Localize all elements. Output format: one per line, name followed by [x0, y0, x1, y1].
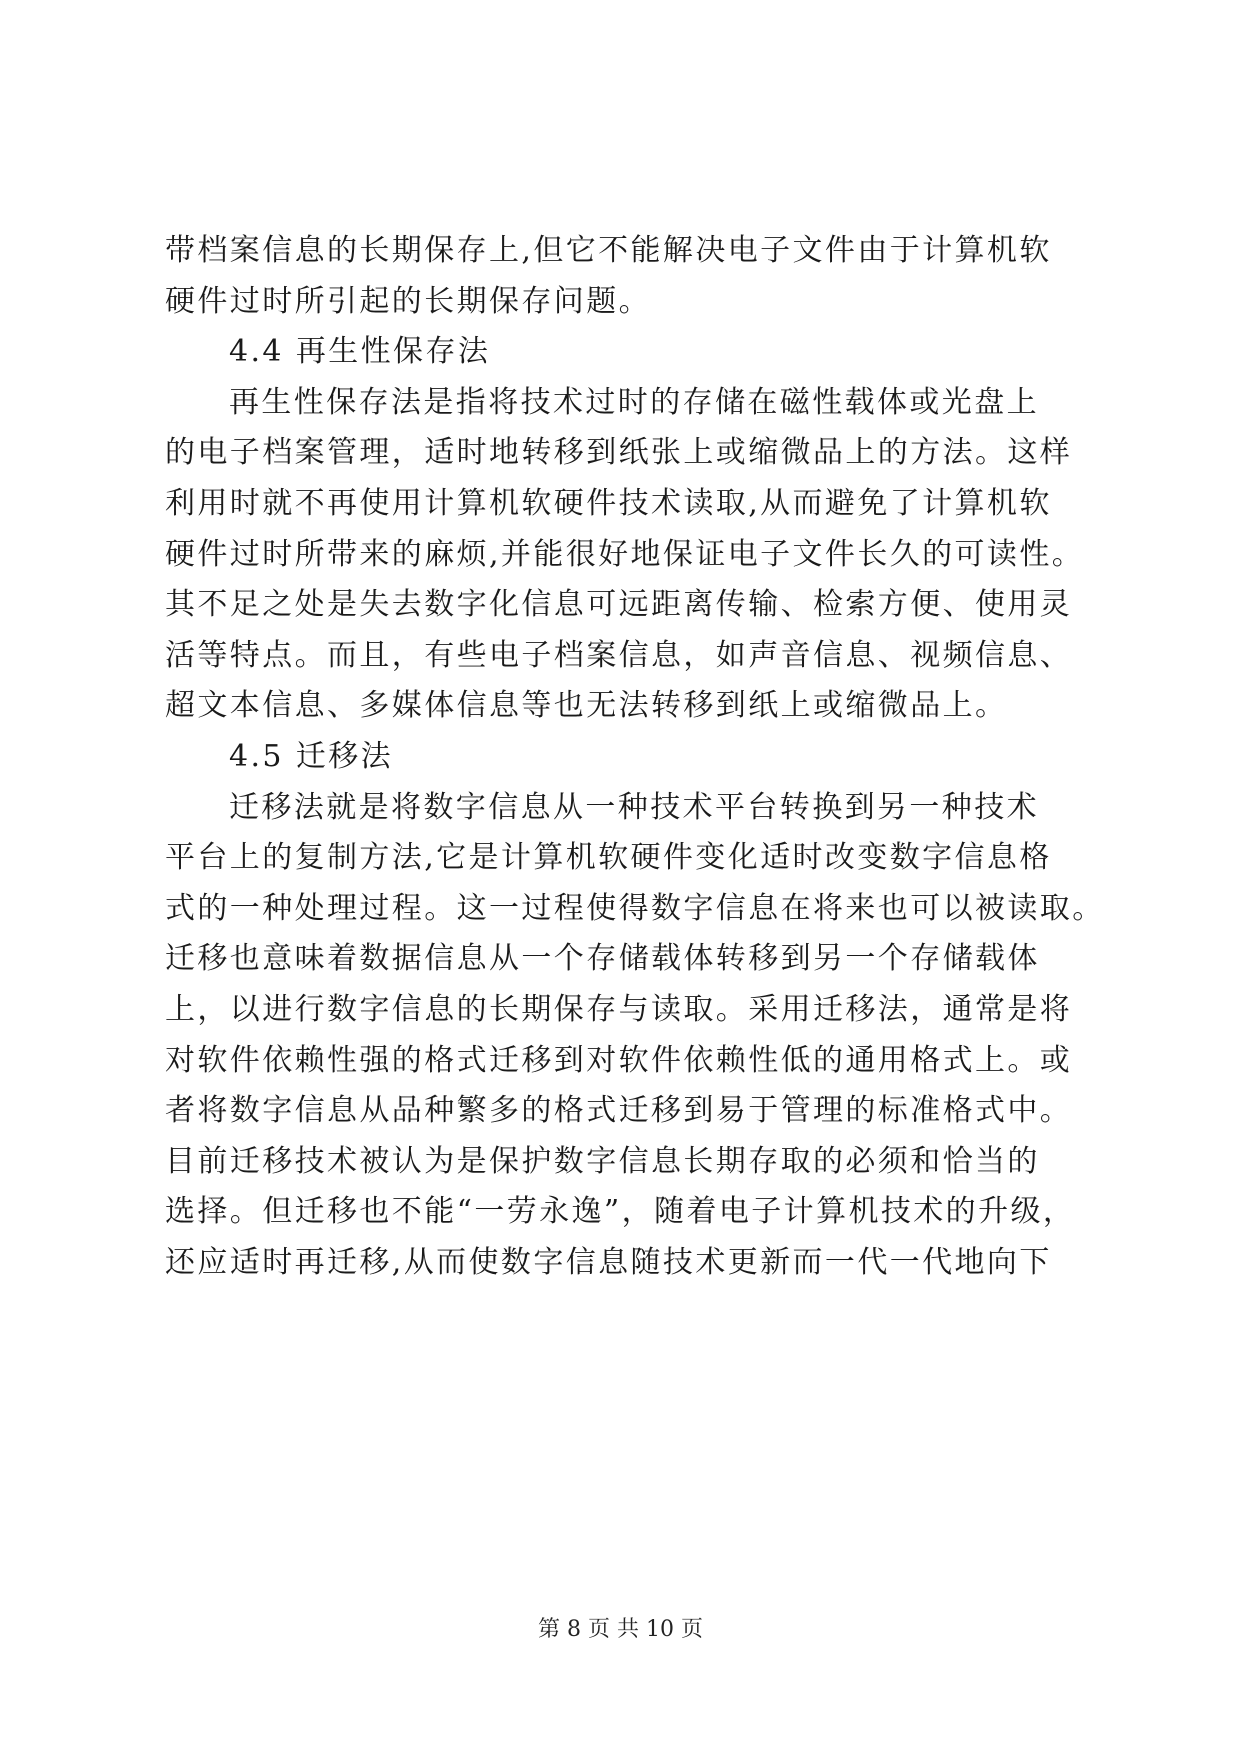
section-heading: 4.5 迁移法 — [229, 738, 394, 774]
text-line: 的电子档案管理，适时地转移到纸张上或缩微品上的方法。这样 — [165, 435, 1073, 471]
text-line: 者将数字信息从品种繁多的格式迁移到易于管理的标准格式中。 — [165, 1093, 1073, 1129]
paragraph-start: 迁移法就是将数字信息从一种技术平台转换到另一种技术 — [229, 789, 1039, 825]
text-line: 平台上的复制方法,它是计算机软硬件变化适时改变数字信息格 — [165, 840, 1052, 876]
page-number: 第 8 页 共 10 页 — [538, 1617, 703, 1642]
text-line: 硬件过时所引起的长期保存问题。 — [165, 283, 651, 319]
text-line: 带档案信息的长期保存上,但它不能解决电子文件由于计算机软 — [165, 233, 1052, 268]
text-line: 超文本信息、多媒体信息等也无法转移到纸上或缩微品上。 — [165, 688, 1008, 724]
text-line: 硬件过时所带来的麻烦,并能很好地保证电子文件长久的可读性。 — [165, 536, 1085, 572]
paragraph-start: 再生性保存法是指将技术过时的存储在磁性载体或光盘上 — [229, 384, 1039, 420]
text-line: 活等特点。而且，有些电子档案信息，如声音信息、视频信息、 — [165, 637, 1073, 673]
text-line: 目前迁移技术被认为是保护数字信息长期存取的必须和恰当的 — [165, 1143, 1040, 1179]
text-line: 其不足之处是失去数字化信息可远距离传输、检索方便、使用灵 — [165, 587, 1073, 623]
text-line: 利用时就不再使用计算机软硬件技术读取,从而避免了计算机软 — [165, 485, 1052, 521]
text-line: 上，以进行数字信息的长期保存与读取。采用迁移法，通常是将 — [165, 991, 1073, 1027]
text-line: 式的一种处理过程。这一过程使得数字信息在将来也可以被读取。 — [165, 890, 1105, 926]
text-line: 选择。但迁移也不能“一劳永逸”，随着电子计算机技术的升级， — [165, 1194, 1076, 1230]
text-line: 迁移也意味着数据信息从一个存储载体转移到另一个存储载体 — [165, 941, 1040, 977]
text-line: 对软件依赖性强的格式迁移到对软件依赖性低的通用格式上。或 — [165, 1042, 1073, 1078]
section-heading: 4.4 再生性保存法 — [229, 334, 491, 370]
body-text — [165, 226, 1105, 1288]
text-line: 还应适时再迁移,从而使数字信息随技术更新而一代一代地向下 — [165, 1244, 1052, 1280]
page-footer — [0, 1612, 1241, 1643]
